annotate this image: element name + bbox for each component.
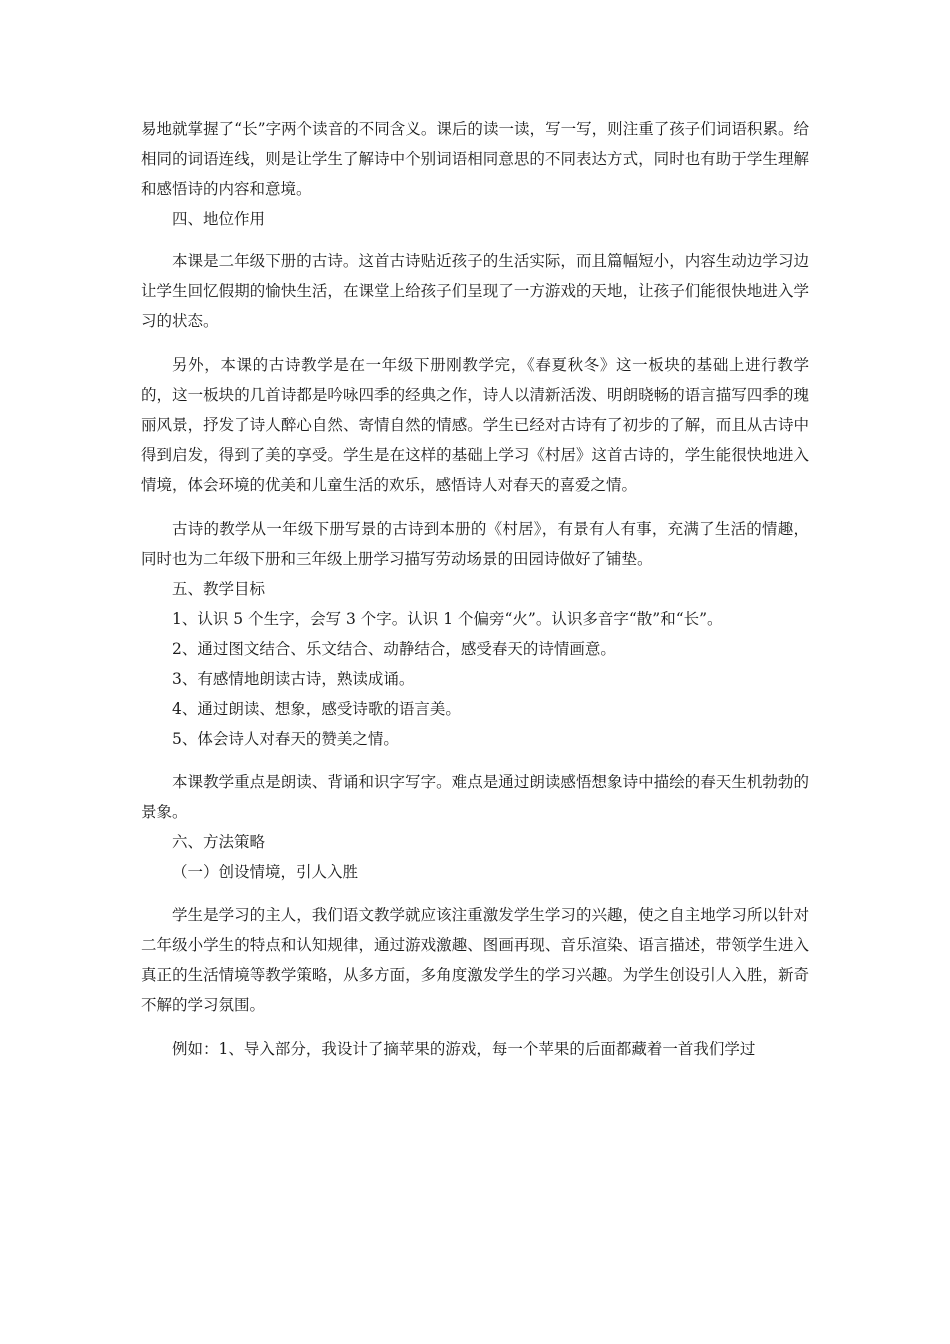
objective-item-1: 1、认识 5 个生字，会写 3 个字。认识 1 个偏旁“火”。认识多音字“散”和“长”。 [172, 610, 723, 628]
paragraph-position-3: 古诗的教学从一年级下册写景的古诗到本册的《村居》，有景有人有事，充满了生活的情趣，同时也为二年级下册和三年级上册学习描写劳动场景的田园诗做好了铺垫。 [141, 520, 809, 568]
objective-item-3: 3、有感情地朗读古诗，熟读成诵。 [172, 670, 415, 688]
section-heading-objectives: 五、教学目标 [172, 580, 266, 598]
paragraph-example: 例如：1、导入部分，我设计了摘苹果的游戏，每一个苹果的后面都藏着一首我们学过 [172, 1040, 756, 1058]
paragraph-position-2: 另外，本课的古诗教学是在一年级下册刚教学完，《春夏秋冬》这一板块的基础上进行教学的，这一板块的几首诗都是吟咏四季的经典之作，诗人以清新活泼、明朗晓畅的语言描写四季的瑰丽风景，抒发了诗人醉心自然、寄情自然的情感。学生已经对古诗有了初步的了解，而且从古诗中得到启发，得到了美的享受。学生是在这样的基础上学习《村居》这首古诗的，学生能很快地进入情境，体会环境的优美和儿童生活的欢乐，感悟诗人对春天的喜爱之情。 [141, 356, 809, 494]
section-heading-position: 四、地位作用 [172, 210, 266, 228]
objective-item-2: 2、通过图文结合、乐文结合、动静结合，感受春天的诗情画意。 [172, 640, 616, 658]
section-heading-methods: 六、方法策略 [172, 833, 266, 851]
document-body [141, 114, 809, 1064]
paragraph-position-1: 本课是二年级下册的古诗。这首古诗贴近孩子的生活实际，而且篇幅短小，内容生动边学习边让学生回忆假期的愉快生活，在课堂上给孩子们呈现了一方游戏的天地，让孩子们能很快地进入学习的状态。 [141, 252, 809, 330]
objective-item-4: 4、通过朗读、想象，感受诗歌的语言美。 [172, 700, 461, 718]
subsection-heading-scenario: （一）创设情境，引人入胜 [172, 863, 359, 881]
paragraph-key-points: 本课教学重点是朗读、背诵和识字写字。难点是通过朗读感悟想象诗中描绘的春天生机勃勃的景象。 [141, 773, 809, 821]
paragraph-methods-1: 学生是学习的主人，我们语文教学就应该注重激发学生学习的兴趣，使之自主地学习所以针对二年级小学生的特点和认知规律，通过游戏激趣、图画再现、音乐渲染、语言描述，带领学生进入真正的生活情境等教学策略，从多方面，多角度激发学生的学习兴趣。为学生创设引人入胜，新奇不解的学习氛围。 [141, 906, 809, 1014]
paragraph-continuation: 易地就掌握了“长”字两个读音的不同含义。课后的读一读，写一写，则注重了孩子们词语积累。给相同的词语连线，则是让学生了解诗中个别词语相同意思的不同表达方式，同时也有助于学生理解和感悟诗的内容和意境。 [141, 120, 809, 198]
objective-item-5: 5、体会诗人对春天的赞美之情。 [172, 730, 399, 748]
